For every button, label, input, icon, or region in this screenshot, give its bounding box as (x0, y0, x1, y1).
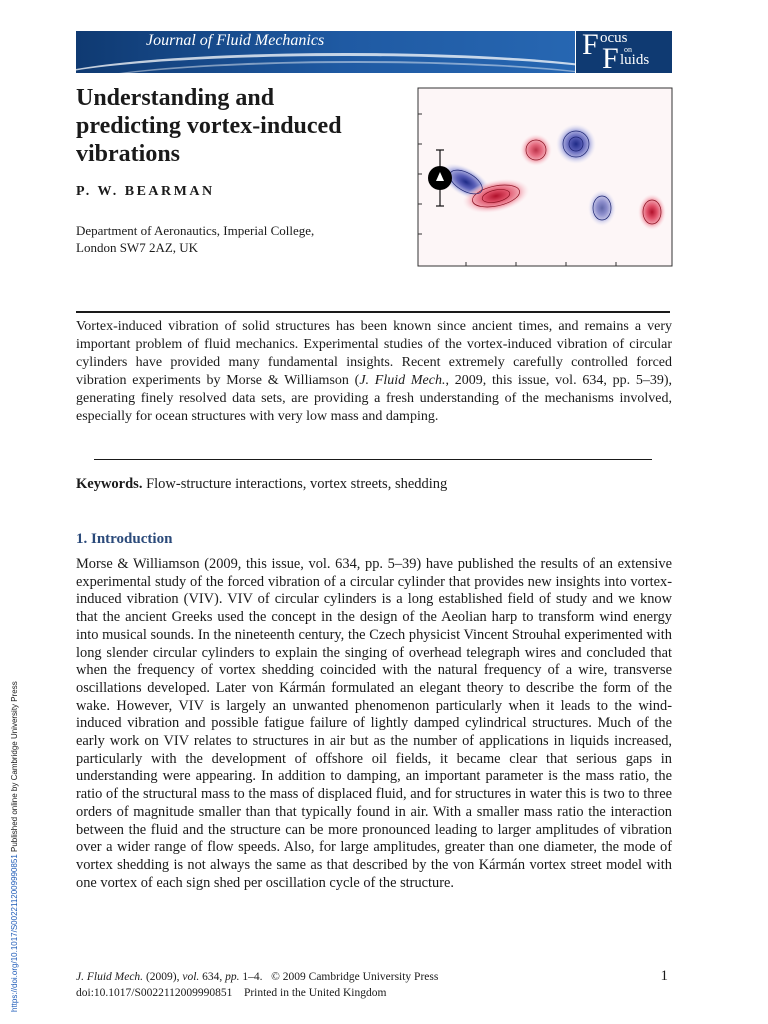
affiliation-line: London SW7 2AZ, UK (76, 240, 199, 255)
abstract (76, 318, 672, 426)
page-footer (76, 969, 438, 1001)
logo-letter: F (582, 31, 599, 61)
author-name: P. W. BEARMAN (76, 184, 215, 199)
focus-on-fluids-logo (575, 31, 672, 73)
footer-pp-label: pp. (225, 971, 240, 983)
footer-doi: doi:10.1017/S0022112009990851 (76, 987, 233, 999)
footer-vol-label: vol. (182, 971, 200, 983)
body-paragraph: Morse & Williamson (2009, this issue, vol. 634, pp. 5–39) have published the results of an extensive experimental study of the forced vibration of a circular cylinder that provides new insights into vortex-induced vibration (VIV). VIV of circular cylinders is a long established field of study and we know that the ancient Greeks used the concept in the design of the Aeolian harp to transform wind energy into musical sounds. In the nineteenth century, the Czech physicist Vincent Strouhal experimented with long slender circular cylinders to explain the singing of overhead telegraph wires and concluded that when the frequency of vortex shedding coincided with the natural frequency of a wire, transverse oscillations developed. Later von Kármán formulated an elegant theory to describe the form of the wake. However, VIV is largely an unwanted phenomenon particularly when it leads to the wind-induced vibration and possible fatigue failure of lightly damped cylindrical structures. Much of the early work on VIV relates to structures in air but as the number of applications in liquids increased, particularly with the development of offshore oil fields, it became clear that serious gaps in understanding were appearing. In addition to damping, an important parameter is the mass ratio, the ratio of the structural mass to the mass of displaced fluid, and for structures in water this is two to three orders of magnitude smaller than that typically found in air. With a smaller mass ratio the interaction between the fluid and the structure can be more pronounced leading to larger amplitudes of vibration over a wider range of flow speeds. Also, for large amplitudes, greater than one diameter, the mode of vortex shedding is not always the same as that described by the von Kármán vortex street model with one vortex of each sign shed per oscillation cycle of the structure. (76, 556, 672, 891)
page-number: 1 (660, 968, 668, 984)
published-note: Published online by Cambridge University Press (10, 681, 19, 855)
keywords (76, 476, 447, 493)
abstract-bottom-rule (94, 459, 652, 460)
abstract-journal-ref: J. Fluid Mech. (359, 373, 446, 388)
abstract-top-rule (76, 311, 670, 313)
abstract-text: Vortex-induced vibration of solid structures has been known since ancient times, and remains a very important problem of fluid mechanics. Experimental studies of the vortex-induced vibration of circular cylinders have provided many fundamental insights. Recent extremely carefully controlled forced vibration experiments by Morse & Williamson ( (76, 319, 672, 388)
vortex-positive (520, 134, 552, 166)
printed-note: Printed in the United Kingdom (243, 987, 387, 999)
logo-text: on (624, 45, 632, 54)
logo-text: luids (620, 52, 650, 68)
keywords-label: Keywords. (76, 476, 143, 492)
doi-link[interactable]: https://doi.org/10.1017/S0022112009990851 (10, 854, 19, 1012)
author-affiliation (76, 222, 396, 256)
journal-banner (76, 31, 672, 73)
logo-text: ocus (600, 31, 628, 46)
article-title: Understanding and predicting vortex-induced vibrations (76, 85, 342, 167)
doi-line (76, 985, 438, 1001)
abstract-text: , 2009, this issue, vol. 634, pp. 5–39), generating finely resolved data sets, are providing a fresh understanding of the mechanisms involved, especially for ocean structures with very low mass and damping. (76, 373, 672, 424)
copyright: © 2009 Cambridge University Press (271, 971, 439, 983)
vortex-positive (638, 194, 666, 230)
citation-line (76, 969, 438, 985)
journal-name: Journal of Fluid Mechanics (146, 32, 325, 49)
footer-journal: J. Fluid Mech. (76, 971, 144, 983)
vortex-negative (588, 190, 616, 226)
footer-vol: 634, (199, 971, 226, 983)
side-doi-note (10, 622, 22, 1012)
affiliation-line: Department of Aeronautics, Imperial College, (76, 223, 315, 238)
keywords-text: Flow-structure interactions, vortex streets, shedding (146, 476, 448, 492)
vortex-wake-figure (406, 84, 674, 268)
section-heading: 1. Introduction (76, 531, 173, 547)
logo-letter: F (602, 42, 619, 73)
footer-pp: 1–4. (239, 971, 263, 983)
footer-year: (2009), (143, 971, 183, 983)
vortex-negative (556, 124, 596, 164)
